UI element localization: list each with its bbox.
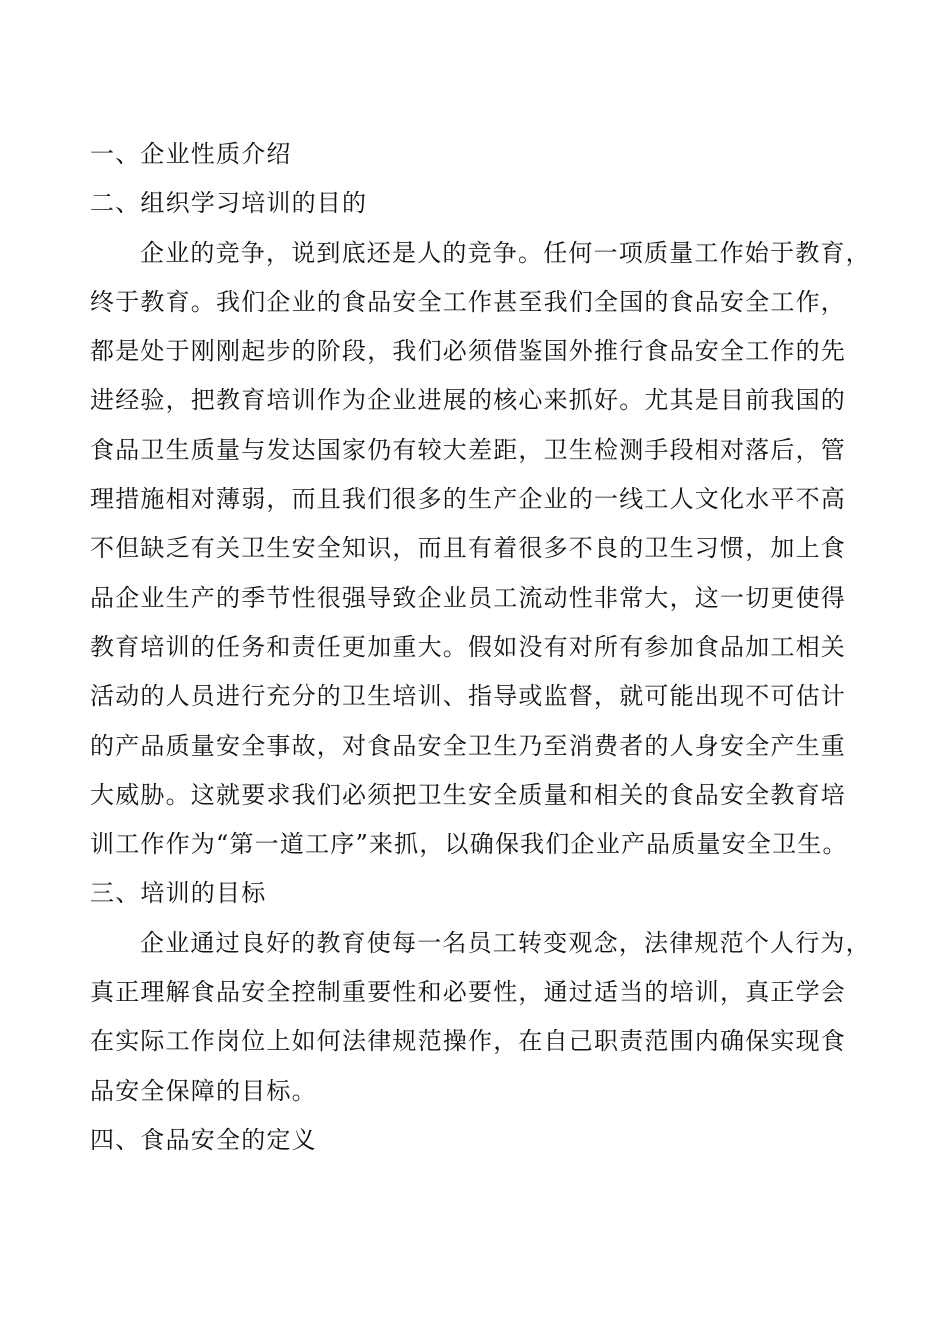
paragraph-line: 理措施相对薄弱，而且我们很多的生产企业的一线工人文化水平不高 — [90, 485, 846, 514]
paragraph-line: 训工作作为“第一道工序”来抓，以确保我们企业产品质量安全卫生。 — [90, 830, 848, 859]
paragraph-line: 大威胁。这就要求我们必须把卫生安全质量和相关的食品安全教育培 — [90, 780, 846, 809]
paragraph-line: 企业的竞争，说到底还是人的竞争。任何一项质量工作始于教育， — [140, 238, 871, 267]
document-body — [90, 130, 890, 1165]
paragraph-line: 在实际工作岗位上如何法律规范操作，在自己职责范围内确保实现食 — [90, 1027, 846, 1056]
section-heading-4: 四、食品安全的定义 — [90, 1125, 317, 1154]
section-heading-3: 三、培训的目标 — [90, 879, 267, 908]
section-heading-1: 一、企业性质介绍 — [90, 140, 292, 168]
paragraph-line: 都是处于刚刚起步的阶段，我们必须借鉴国外推行食品安全工作的先 — [90, 337, 846, 366]
paragraph-line: 的产品质量安全事故，对食品安全卫生乃至消费者的人身安全产生重 — [90, 731, 846, 760]
paragraph-line: 品安全保障的目标。 — [90, 1076, 317, 1105]
paragraph-competition — [90, 229, 890, 870]
paragraph-line: 教育培训的任务和责任更加重大。假如没有对所有参加食品加工相关 — [90, 632, 846, 661]
section-heading-2: 二、组织学习培训的目的 — [90, 189, 368, 218]
paragraph-line: 进经验，把教育培训作为企业进展的核心来抓好。尤其是目前我国的 — [90, 386, 846, 415]
paragraph-line: 不但缺乏有关卫生安全知识，而且有着很多不良的卫生习惯，加上食 — [90, 534, 846, 563]
paragraph-line: 终于教育。我们企业的食品安全工作甚至我们全国的食品安全工作， — [90, 287, 846, 316]
paragraph-line: 食品卫生质量与发达国家仍有较大差距，卫生检测手段相对落后，管 — [90, 435, 846, 464]
paragraph-line: 活动的人员进行充分的卫生培训、指导或监督，就可能出现不可估计 — [90, 682, 846, 711]
paragraph-line: 真正理解食品安全控制重要性和必要性，通过适当的培训，真正学会 — [90, 978, 846, 1007]
paragraph-line: 品企业生产的季节性很强导致企业员工流动性非常大，这一切更使得 — [90, 583, 846, 612]
paragraph-training-goal — [90, 919, 890, 1116]
paragraph-line: 企业通过良好的教育使每一名员工转变观念，法律规范个人行为， — [140, 928, 871, 957]
